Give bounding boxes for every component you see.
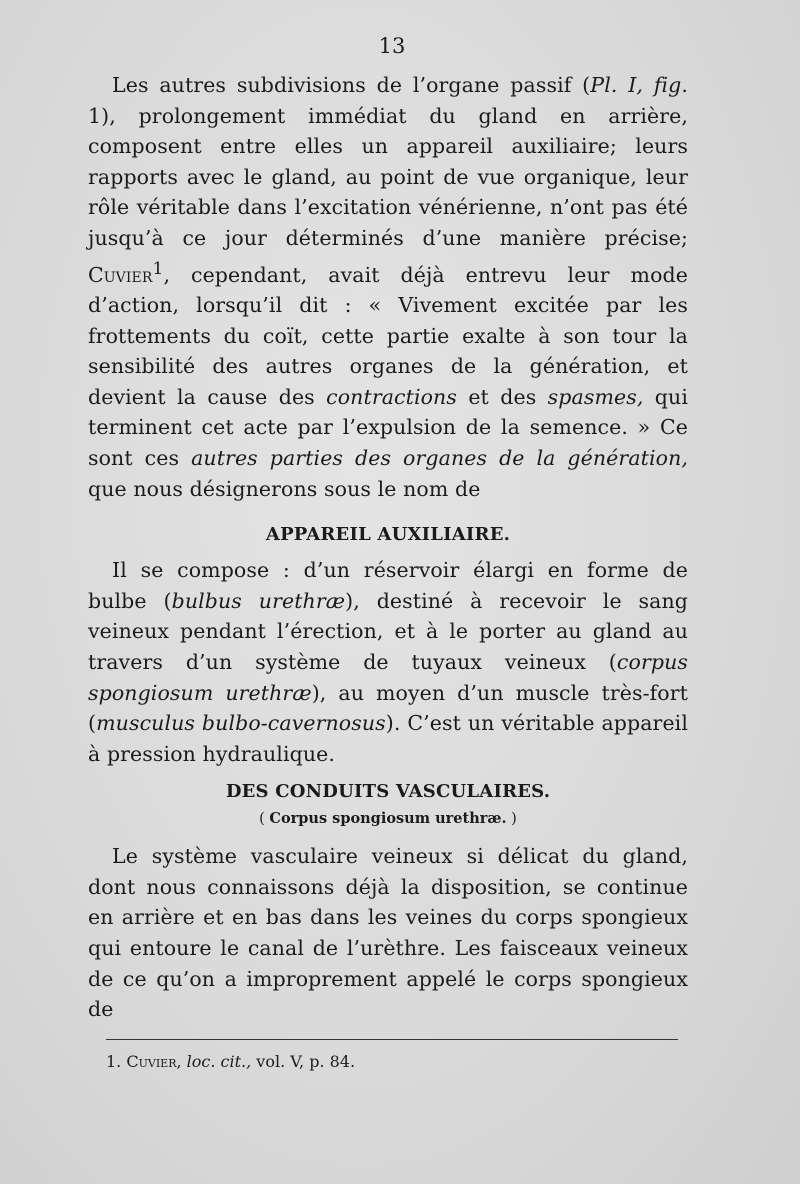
paragraph-intro: Les autres subdivisions de l’organe passif (Pl. I, fig. 1), prolongement immédiat du gland en arrière, composent entre elles un appareil auxiliaire; leurs rapports avec le gland, au point de vue organique, leur rôle véritable dans l’excitation vénérienne, n’ont pas été jusqu’à ce jour déterminés d’une manière précise; Cuvier$^1$, cependant, avait déjà entrevu leur mode d’action, lorsqu’il dit : « Vivement excitée par les frottements du coït, cette partie exalte à son tour la sensibilité des autres organes de la génération, et devient la cause des contractions et des spasmes, qui terminent cet acte par l’expulsion de la semence. » Ce sont ces autres parties des organes de la génération, que nous désignerons sous le nom de	[88, 73, 689, 501]
section-heading-appareil-auxiliaire: APPAREIL AUXILIAIRE.	[265, 524, 511, 546]
footnote: 1. Cuvier, loc. cit., vol. V, p. 84.	[106, 1051, 356, 1071]
document-page	[88, 34, 688, 1071]
section-subheading: ( Corpus spongiosum urethræ. )	[259, 810, 517, 828]
section-heading-conduits-vasculaires: DES CONDUITS VASCULAIRES.	[225, 781, 551, 803]
footnote-ref: 1	[152, 258, 164, 279]
paragraph-appareil: Il se compose : d’un réservoir élargi en forme de bulbe (bulbus urethræ), destiné à recevoir le sang veineux pendant l’érection, et à le porter au gland au travers d’un système de tuyaux veineux (corpus spongiosum urethræ), au moyen d’un muscle très-fort (musculus bulbo-cavernosus). C’est un véritable appareil à pression hydraulique.	[88, 558, 688, 766]
page-number: 13	[378, 34, 406, 58]
author-name: Cuvier	[88, 262, 153, 287]
footnote-divider	[106, 1039, 678, 1040]
paragraph-vasculaire: Le système vasculaire veineux si délicat du gland, dont nous connaissons déjà la disposition, se continue en arrière et en bas dans les veines du corps spongieux qui entoure le canal de l’urèthre. Les faisceaux veineux de ce qu’on a improprement appelé le corps spongieux de	[88, 844, 688, 1022]
